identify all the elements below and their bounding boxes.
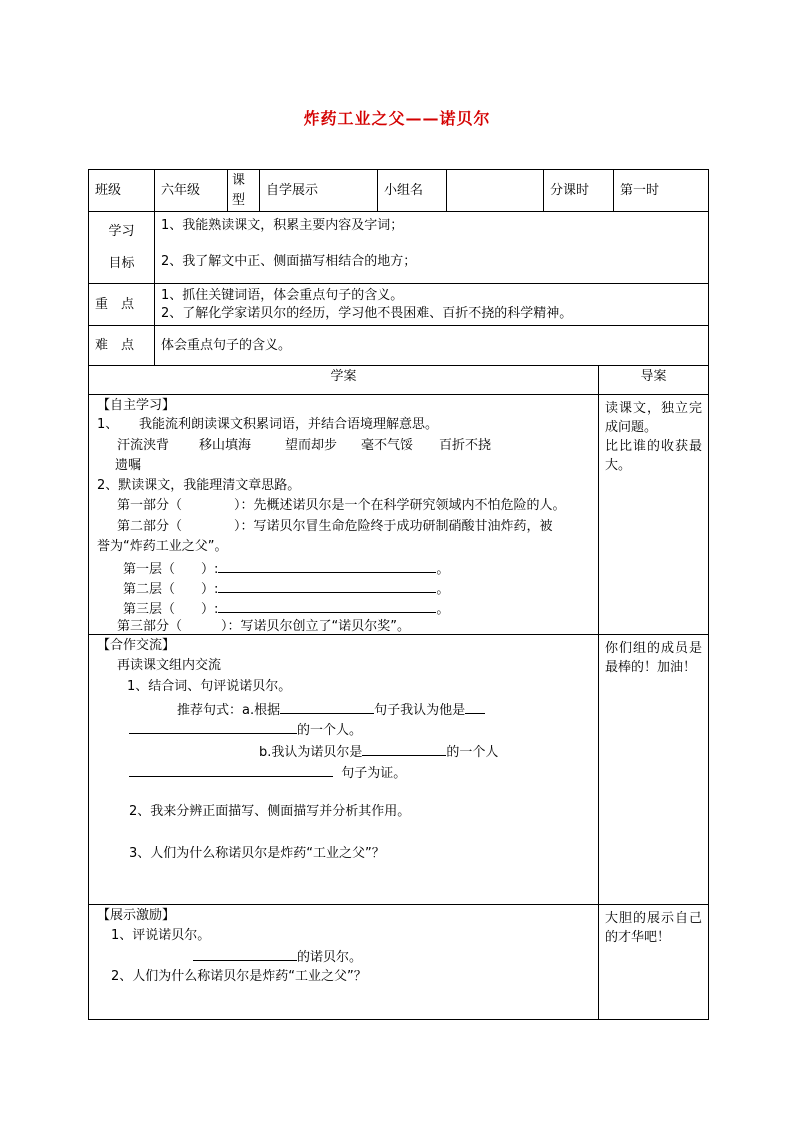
answer-blank[interactable]	[465, 700, 485, 714]
sentence-pattern-b: b.我认为诺贝尔是 的一个人	[259, 742, 498, 762]
group-value	[447, 170, 544, 212]
question-number: 1、	[97, 417, 119, 432]
question-text: 2、我来分辨正面描写、侧面描写并分析其作用。	[129, 804, 411, 819]
answer-blank[interactable]	[129, 763, 333, 777]
type-label: 课型	[228, 170, 260, 212]
outline-part: 誉为“炸药工业之父”。	[97, 539, 228, 554]
intro-text: 再读课文组内交流	[117, 658, 222, 673]
answer-blank[interactable]	[280, 700, 374, 714]
answer-blank[interactable]	[218, 599, 436, 613]
question-text: 1、评说诺贝尔。	[111, 928, 211, 943]
period-value: 第一时	[614, 170, 709, 212]
question-text: 我能流利朗读课文积累词语，并结合语境理解意思。	[139, 417, 439, 432]
goals-cell	[155, 212, 709, 284]
plan-column-header: 学案	[89, 366, 599, 395]
sentence-pattern-a-cont: 的一个人。	[129, 720, 362, 740]
cooperation-guide: 你们组的成员是最棒的！加油！	[599, 635, 709, 905]
difficulty-text: 体会重点句子的含义。	[155, 326, 709, 366]
answer-blank[interactable]	[129, 720, 297, 734]
guide-column-header: 导案	[599, 366, 709, 395]
key-cell	[155, 284, 709, 326]
question-text: 3、人们为什么称诺贝尔是炸药“工业之父”？	[129, 846, 385, 861]
self-study-section	[89, 395, 599, 635]
goal-item: 2、我了解文中正、侧面描写相结合的地方；	[161, 254, 417, 269]
key-point: 1、抓住关键词语，体会重点句子的含义。	[161, 287, 404, 303]
sentence-pattern-b-cont: 句子为证。	[129, 763, 406, 783]
outline-layer: 第二层（ ）: 。	[123, 579, 449, 599]
goal-item: 1、我能熟读课文，积累主要内容及字词；	[161, 218, 404, 233]
answer-blank[interactable]	[362, 742, 446, 756]
period-label: 分课时	[544, 170, 614, 212]
goals-label: 学习 目标	[89, 212, 155, 284]
key-point: 2、了解化学家诺贝尔的经历，学习他不畏困难、百折不挠的科学精神。	[161, 305, 573, 321]
section-heading: 【合作交流】	[97, 638, 176, 653]
page-title: 炸药工业之父——诺贝尔	[303, 109, 491, 128]
answer-blank[interactable]	[218, 579, 436, 593]
showcase-blank-line: 的诺贝尔。	[193, 947, 362, 967]
type-value: 自学展示	[260, 170, 378, 212]
class-value: 六年级	[155, 170, 228, 212]
study-plan-table	[88, 365, 709, 1020]
sentence-pattern-a: 推荐句式：a.根据 句子我认为他是	[177, 700, 485, 720]
difficulty-label: 难 点	[89, 326, 155, 366]
outline-part: 第二部分（ ）：写诺贝尔冒生命危险终于成功研制硝酸甘油炸药，被	[117, 519, 553, 534]
outline-part: 第三部分（ ）：写诺贝尔创立了“诺贝尔奖”。	[117, 619, 410, 634]
group-label: 小组名	[378, 170, 447, 212]
answer-blank[interactable]	[218, 559, 436, 573]
vocab-word: 遗嘱	[115, 458, 142, 473]
outline-layer: 第一层（ ）: 。	[123, 559, 449, 579]
vocab-word: 百折不挠	[439, 438, 492, 453]
outline-layer: 第三层（ ）: 。	[123, 599, 449, 619]
cooperation-section	[89, 635, 599, 905]
showcase-guide: 大胆的展示自己的才华吧！	[599, 905, 709, 1020]
self-study-guide: 读课文，独立完成问题。 比比谁的收获最大。	[599, 395, 709, 635]
class-label: 班级	[89, 170, 155, 212]
showcase-section	[89, 905, 599, 1020]
question-text: 1、结合词、句评说诺贝尔。	[127, 679, 292, 694]
section-heading: 【自主学习】	[97, 398, 176, 413]
vocab-word: 毫不气馁	[361, 438, 414, 453]
outline-part: 第一部分（ ）：先概述诺贝尔是一个在科学研究领域内不怕危险的人。	[117, 498, 566, 513]
key-label: 重 点	[89, 284, 155, 326]
answer-blank[interactable]	[193, 947, 297, 961]
lesson-info-table	[88, 169, 709, 366]
section-heading: 【展示激励】	[97, 908, 176, 923]
question-text: 2、默读课文，我能理清文章思路。	[97, 478, 301, 493]
vocab-word: 望而却步	[285, 438, 338, 453]
vocab-word: 汗流浃背	[117, 438, 170, 453]
question-text: 2、人们为什么称诺贝尔是炸药“工业之父”？	[111, 969, 367, 984]
vocab-word: 移山填海	[199, 438, 252, 453]
